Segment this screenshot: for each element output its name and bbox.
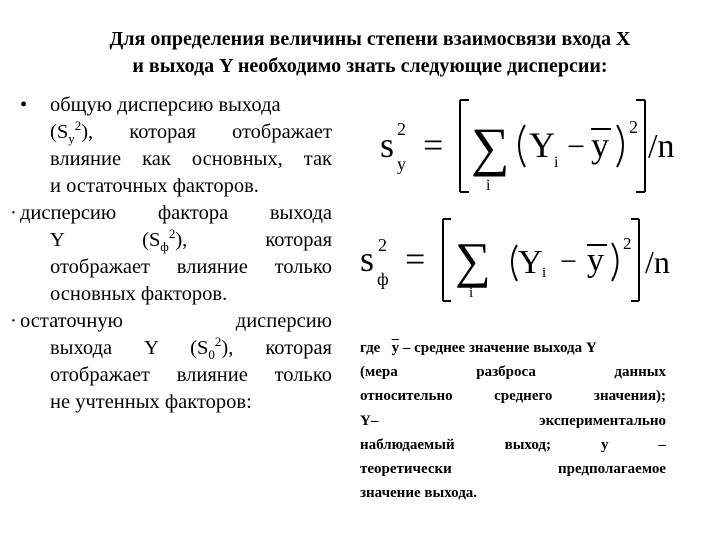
formula-factor-variance xyxy=(355,215,690,305)
line-text: и остаточных факторов. xyxy=(50,175,259,197)
paren-left xyxy=(519,125,525,167)
bullet-marker: · xyxy=(10,310,17,332)
note-line-3: относительно среднего значения); xyxy=(360,388,666,405)
paren-right xyxy=(612,243,618,281)
formula-divide-n: /n xyxy=(645,244,670,280)
formula-symbol: s xyxy=(360,239,375,279)
list-item-factor-variance xyxy=(10,200,332,308)
formula-subscript: y xyxy=(397,154,406,174)
formula-divide-n: /n xyxy=(648,128,675,165)
formula-power: 2 xyxy=(623,234,632,253)
bullet-marker: · xyxy=(10,202,17,224)
line-text: Y $(S_ф^2)$, которая xyxy=(50,226,332,255)
formula-minus: − xyxy=(560,245,577,278)
formula-symbol: s xyxy=(380,125,395,165)
definitions-note xyxy=(360,336,666,505)
left-bracket xyxy=(460,100,469,192)
list-item-residual-variance xyxy=(10,308,332,416)
formula-superscript: 2 xyxy=(378,235,387,255)
title-line-2: и выхода Y необходимо знать следующие дисперсии: xyxy=(132,55,608,77)
line-text: отображает влияние только xyxy=(50,364,332,386)
formula-ybar: y xyxy=(591,125,609,165)
bullet-marker: • xyxy=(20,94,28,116)
formula-Y-index: i xyxy=(554,154,559,171)
formula-equals: = xyxy=(423,125,444,165)
sum-index: i xyxy=(469,285,474,301)
variance-list xyxy=(10,92,332,416)
line-text: отображает влияние только xyxy=(50,256,332,278)
note-line-5: наблюдаемый выход; y – xyxy=(360,436,667,453)
paren-right xyxy=(617,125,623,167)
line-text: выхода Y $(S_0^2)$, которая xyxy=(50,334,332,363)
sum-index: i xyxy=(486,177,491,194)
line-text: общую дисперсию выхода xyxy=(50,94,281,116)
line-text: $(S_y^2)$, которая отображает xyxy=(50,118,332,147)
list-item-total-variance xyxy=(20,92,332,200)
note-line-7: значение выхода. xyxy=(360,485,478,502)
line-text: влияние как основных, так xyxy=(50,148,332,170)
note-line-4: Y– экспериментально xyxy=(360,412,666,429)
right-bracket xyxy=(631,219,639,301)
title-line-1: Для определения величины степени взаимосвязи входа X xyxy=(109,28,631,50)
line-text: не учтенных факторов: xyxy=(50,391,252,413)
right-bracket xyxy=(636,100,645,192)
formula-minus: − xyxy=(567,128,586,164)
formula-Y-index: i xyxy=(542,265,547,281)
formula-total-variance xyxy=(355,95,685,195)
note-line-6: теоретически предполагаемое xyxy=(360,461,666,478)
sum-sign: ∑ xyxy=(471,117,510,177)
line-text: остаточную дисперсию xyxy=(20,310,332,332)
formula-Y: Y xyxy=(529,125,555,165)
paren-left xyxy=(512,245,517,281)
formula-Y: Y xyxy=(518,244,543,281)
formula-subscript: ф xyxy=(377,269,389,289)
formula-power: 2 xyxy=(629,117,638,137)
line-text: дисперсию фактора выхода xyxy=(20,202,332,224)
slide-title xyxy=(40,26,700,80)
ybar-symbol: $\overline{y}$ xyxy=(391,340,400,356)
formula-superscript: 2 xyxy=(397,119,406,139)
formula-equals: = xyxy=(405,239,426,279)
line-text: основных факторов. xyxy=(50,283,228,305)
formula-ybar: y xyxy=(587,242,604,279)
left-bracket xyxy=(443,219,451,301)
note-line-2: (мера разброса данных xyxy=(360,364,666,381)
sum-sign: ∑ xyxy=(455,232,491,288)
note-line-1: где $\overline{y}$ – среднее значение выхода Y xyxy=(360,340,597,356)
